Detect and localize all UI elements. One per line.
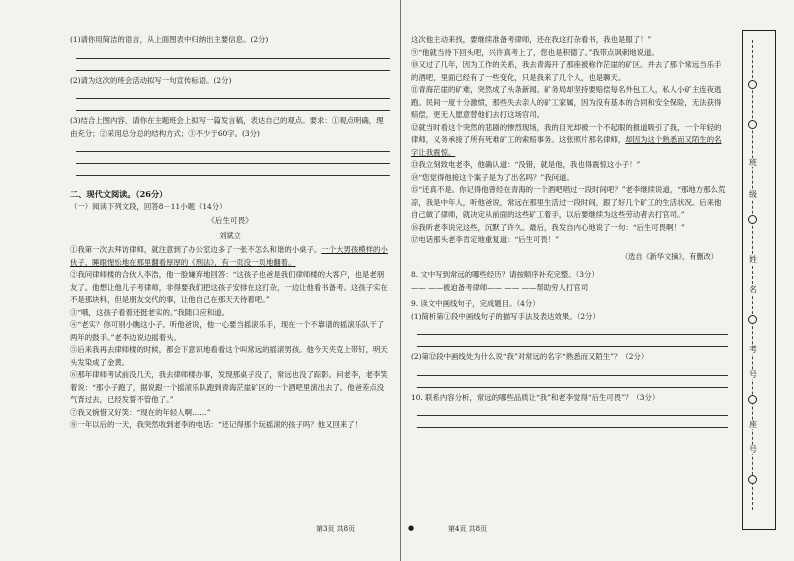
answer-line xyxy=(76,152,390,164)
paragraph-17: ⑰电话那头老李肯定地重复道：“后生可畏！” xyxy=(411,235,559,244)
article-author: 刘斌立 xyxy=(219,230,241,240)
paragraph-6: ⑥那年律师考试前没几天，我去律师楼办事，发现那桌子没了，常远也没了踪影。问老李，老李笑着说：“那小子跑了，据说跟一个摇滚乐队跑到青海茫崖矿区的一个酒吧里演出去了。他爸差点没气背过去，已经发誓不管他了。” xyxy=(70,370,388,404)
answer-line[interactable] xyxy=(417,335,728,347)
question-10: 10. 联系内容分析，常远的哪些品质让“我”和老李觉得“后生可畏”？（3分） xyxy=(411,392,660,402)
answer-line xyxy=(76,47,390,59)
binding-hole-icon xyxy=(748,395,757,404)
underlined-sentence-1: 一个大男孩模样的小伙子，睡眼惺忪地在那里翻看厚厚的《刑法》，有一页没一页地翻着。 xyxy=(70,245,388,267)
binding-hole-icon xyxy=(748,215,757,224)
answer-line[interactable] xyxy=(417,364,728,376)
blank-2[interactable]: —— xyxy=(504,282,520,292)
sequence-step-4: ——帮助穷人打官司 xyxy=(521,282,589,292)
subsection-heading: （一）阅读下列文段，回答8－11小题（14分） xyxy=(70,201,227,211)
paragraph-15: ⑮“还真不是。你记得他曾经在青海的一个酒吧唱过一段时间吧？”老李继续说道，“那地方那么荒凉，我是中年人，听他爸说，常远在那里生活过一段时间，跟了好几个矿工的生活状况。后来他自己做了律师，就决定从前面的这些矿工着手，以后要继续为这些劳动者去打官司。” xyxy=(411,185,726,219)
question-3: (3)结合上图内容，请你在主题班会上拟写一篇发言稿，表达自己的观点。要求：①观点明确，理由充分；②采用总分总的结构方式；③不少于60字。(3分) xyxy=(70,116,384,138)
answer-line xyxy=(76,164,390,176)
paragraph-4: ④“老实？你可别小瞧这小子。听他爸说，他一心要当摇滚乐手，现在一个不靠谱的摇滚乐队干了两年的鼓手。”老李边说边摇着头。 xyxy=(70,320,385,342)
answer-line[interactable] xyxy=(417,323,728,335)
paragraph-16: ⑯我听老李说完这些，沉默了许久。最后，我发自内心地说了一句：“后生可畏啊！” xyxy=(411,222,685,232)
binding-hole-icon xyxy=(748,315,757,324)
margin-label-exam-no: 考 xyxy=(749,345,757,354)
paragraph-12 xyxy=(411,122,728,160)
margin-label-name: 姓 xyxy=(749,255,757,264)
margin-label-seat: 座 xyxy=(749,420,757,429)
answer-line xyxy=(76,59,390,71)
right-column xyxy=(400,0,740,561)
question-9: 9. 读文中画线句子，完成题目。（4分） xyxy=(411,299,540,308)
paragraph-5: ⑤后来我再去律师楼的时候，都会下意识地看看这个叫常远的摇滚男孩。他今天夹克上带钉，明天头发染成了金黄。 xyxy=(70,345,388,367)
paragraph-9: ⑨“他就当待下回头吧，兴许真考上了，您也是积德了。”我带点讽刺地说道。 xyxy=(411,47,659,57)
paragraph-11: ⑪青海茫崖的矿难，突然成了头条新闻。矿务局却坚持要赔偿每名外包工人，私人小矿主连夜逃跑。民间一度十分激愤，那些失去亲人的矿工家属，因为没有基本的合同和安全保险，无法获得赔偿，更无人愿意替他们去打这场官司。 xyxy=(411,85,722,119)
margin-label-seat: 号 xyxy=(749,445,757,454)
article-title: 《后生可畏》 xyxy=(207,216,253,225)
answer-line[interactable] xyxy=(417,416,728,428)
question-8: 8. 文中写到常远的哪些经历？请按顺序补充完整。（3分） xyxy=(411,270,599,279)
binding-hole-icon xyxy=(748,475,757,484)
binding-mark-icon: ● xyxy=(408,524,415,532)
paragraph-14: ⑭“您觉得他接这个案子是为了出名吗？”我问道。 xyxy=(411,172,574,182)
answer-line xyxy=(76,99,390,111)
answer-line xyxy=(76,140,390,152)
answer-line[interactable] xyxy=(417,404,728,416)
paragraph-12-text: ⑫就当时看这个突然的悲剧的惨烈现场，我的目光却被一个不起眼的报道吸引了我，一个年轻的律师，义务承接了所有死难矿工的索赔事务。这张照片那名律师， xyxy=(411,122,722,144)
sequence-step-2: ——被迫备考律师—— xyxy=(428,282,503,292)
paragraph-3: ③“哦，这孩子看着还挺老实的。”我随口应和道。 xyxy=(70,307,230,317)
margin-label-class: 班 xyxy=(749,158,757,167)
question-1: (1)请你用简洁的语言，从上面图表中归纳出主要信息。(2分) xyxy=(70,35,269,44)
paragraph-1-text: ①我第一次去拜访律师，就注意到了办公室边多了一张不怎么和谐的小桌子。 xyxy=(70,245,322,254)
paragraph-1 xyxy=(70,244,390,269)
paragraph-13: ⑬我立刻致电老李，他确认道：“没错，就是他，我也得震惊这小子！” xyxy=(411,160,641,169)
answer-line xyxy=(76,87,390,99)
question-9-2: (2)第⑫段中画线处为什么说“我”对常远的名字“熟悉而又陌生”？（2分） xyxy=(411,352,649,361)
question-9-1: (1)简析第①段中画线句子的描写手法及表达效果。（2分） xyxy=(411,311,600,321)
paragraph-7: ⑦我又惋惜又好笑：“现在的年轻人啊……” xyxy=(70,407,211,417)
paragraph-8: ⑧一年以后的一天，我突然收到老李的电话：“还记得那个玩摇滚的孩子吗？他又回来了！ xyxy=(70,420,363,429)
margin-label-class: 级 xyxy=(749,190,757,199)
answer-line[interactable] xyxy=(417,376,728,388)
page-number-right: 第4页 共8页 xyxy=(448,525,488,533)
blank-1[interactable]: —— xyxy=(411,282,426,292)
binding-hole-icon xyxy=(748,80,757,89)
underlined-sentence-12: 却因为这个熟悉而又陌生的名字让我震惊。 xyxy=(411,135,722,157)
margin-label-exam-no: 号 xyxy=(749,370,757,379)
margin-label-name: 名 xyxy=(749,285,757,294)
paragraph-2: ②我问律师楼的合伙人李浩，他一脸嫌弃地回答：“这孩子也爸是我们律师楼的大客户，也是老朋友了。他想让他儿子考律师，非得要我们把这孩子安排在这打杂，一边让他看书备考。这孩子实在不是那块料，但是朋友交代的事，让他自己在那天天待着吧。” xyxy=(70,270,388,304)
paragraph-8-cont: 这次他主动来找，要继续准备考律师，还在我这打杂看书，我也是服了！” xyxy=(411,35,652,44)
paragraph-10: ⑩又过了几年，因为工作的关系，我去青海开了那座被称作茫崖的矿区。并去了那个常远当乐手的酒吧，里面已经有了一些变化，只是我来了几个人，也是聊天。 xyxy=(411,60,722,82)
page-number-left: 第3页 共8页 xyxy=(316,525,356,533)
binding-dashed-line xyxy=(752,40,753,510)
section-heading: 二、现代文阅读。（26分） xyxy=(70,189,168,199)
binding-margin xyxy=(742,30,776,530)
question-8-sequence xyxy=(411,282,728,295)
binding-hole-icon xyxy=(748,120,757,129)
article-source: （选自《新华文摘》，有删改） xyxy=(620,251,718,261)
question-2: (2)请为这次的班会活动拟写一句宣传标语。(2分) xyxy=(70,75,232,85)
